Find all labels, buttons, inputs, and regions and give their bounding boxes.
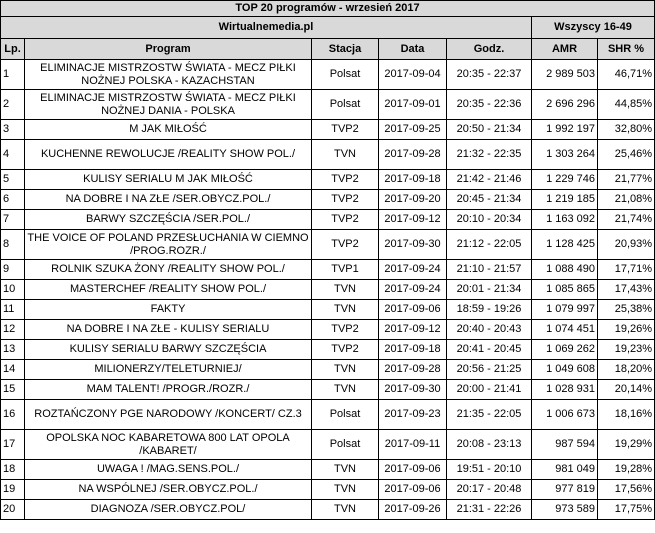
table-row — [1, 340, 655, 360]
row-lp: 1 — [1, 60, 25, 90]
row-stacja: TVN — [312, 380, 379, 400]
row-shr: 19,29% — [598, 430, 655, 460]
row-stacja: Polsat — [312, 430, 379, 460]
source-label: Wirtualnemedia.pl — [1, 17, 532, 39]
row-stacja: TVN — [312, 360, 379, 380]
row-stacja: TVP1 — [312, 260, 379, 280]
row-program: ROZTAŃCZONY PGE NARODOWY /KONCERT/ CZ.3 — [25, 400, 312, 430]
row-amr: 973 589 — [532, 500, 598, 520]
col-header-lp: Lp. — [1, 39, 25, 60]
row-amr: 1 229 746 — [532, 170, 598, 190]
row-stacja: Polsat — [312, 400, 379, 430]
row-data: 2017-09-06 — [379, 300, 447, 320]
row-amr: 1 088 490 — [532, 260, 598, 280]
row-amr: 2 696 296 — [532, 90, 598, 120]
row-amr: 1 069 262 — [532, 340, 598, 360]
row-data: 2017-09-30 — [379, 380, 447, 400]
row-shr: 17,71% — [598, 260, 655, 280]
row-godz: 19:51 - 20:10 — [447, 460, 532, 480]
row-program: ELIMINACJE MISTRZOSTW ŚWIATA - MECZ PIŁKI NOŻNEJ POLSKA - KAZACHSTAN — [25, 60, 312, 90]
row-stacja: TVN — [312, 300, 379, 320]
table-row — [1, 210, 655, 230]
row-godz: 21:31 - 22:26 — [447, 500, 532, 520]
row-program: OPOLSKA NOC KABARETOWA 800 LAT OPOLA /KABARET/ — [25, 430, 312, 460]
table-row — [1, 320, 655, 340]
row-shr: 18,20% — [598, 360, 655, 380]
row-godz: 20:35 - 22:36 — [447, 90, 532, 120]
table-row — [1, 260, 655, 280]
row-program: MASTERCHEF /REALITY SHOW POL./ — [25, 280, 312, 300]
table-row — [1, 360, 655, 380]
row-stacja: TVP2 — [312, 320, 379, 340]
row-lp: 13 — [1, 340, 25, 360]
row-shr: 17,56% — [598, 480, 655, 500]
row-program: UWAGA ! /MAG.SENS.POL./ — [25, 460, 312, 480]
table-row — [1, 300, 655, 320]
row-program: ELIMINACJE MISTRZOSTW ŚWIATA - MECZ PIŁKI NOŻNEJ DANIA - POLSKA — [25, 90, 312, 120]
row-data: 2017-09-23 — [379, 400, 447, 430]
row-amr: 1 219 185 — [532, 190, 598, 210]
row-lp: 5 — [1, 170, 25, 190]
col-header-stacja: Stacja — [312, 39, 379, 60]
row-program: NA DOBRE I NA ZŁE /SER.OBYCZ.POL./ — [25, 190, 312, 210]
row-godz: 20:40 - 20:43 — [447, 320, 532, 340]
row-godz: 20:45 - 21:34 — [447, 190, 532, 210]
row-lp: 14 — [1, 360, 25, 380]
row-stacja: TVP2 — [312, 170, 379, 190]
table-row — [1, 90, 655, 120]
row-lp: 3 — [1, 120, 25, 140]
row-data: 2017-09-26 — [379, 500, 447, 520]
row-amr: 2 989 503 — [532, 60, 598, 90]
row-amr: 1 163 092 — [532, 210, 598, 230]
row-amr: 977 819 — [532, 480, 598, 500]
row-program: BARWY SZCZĘŚCIA /SER.POL./ — [25, 210, 312, 230]
row-godz: 21:12 - 22:05 — [447, 230, 532, 260]
row-stacja: TVN — [312, 500, 379, 520]
table-row — [1, 480, 655, 500]
row-godz: 21:42 - 21:46 — [447, 170, 532, 190]
row-amr: 1 049 608 — [532, 360, 598, 380]
row-shr: 19,28% — [598, 460, 655, 480]
row-lp: 20 — [1, 500, 25, 520]
row-amr: 1 028 931 — [532, 380, 598, 400]
row-godz: 20:08 - 23:13 — [447, 430, 532, 460]
row-lp: 10 — [1, 280, 25, 300]
row-lp: 16 — [1, 400, 25, 430]
table-row — [1, 140, 655, 170]
row-godz: 20:10 - 20:34 — [447, 210, 532, 230]
table-row — [1, 230, 655, 260]
table-row — [1, 120, 655, 140]
table-title: TOP 20 programów - wrzesień 2017 — [1, 1, 655, 17]
row-godz: 21:32 - 22:35 — [447, 140, 532, 170]
row-amr: 981 049 — [532, 460, 598, 480]
row-stacja: TVP2 — [312, 340, 379, 360]
row-lp: 15 — [1, 380, 25, 400]
row-data: 2017-09-20 — [379, 190, 447, 210]
row-lp: 12 — [1, 320, 25, 340]
row-lp: 4 — [1, 140, 25, 170]
row-program: THE VOICE OF POLAND PRZESŁUCHANIA W CIEMNO /PROG.ROZR./ — [25, 230, 312, 260]
row-stacja: TVN — [312, 280, 379, 300]
row-godz: 21:10 - 21:57 — [447, 260, 532, 280]
row-data: 2017-09-06 — [379, 460, 447, 480]
row-stacja: TVP2 — [312, 210, 379, 230]
row-lp: 9 — [1, 260, 25, 280]
row-amr: 1 128 425 — [532, 230, 598, 260]
group-label: Wszyscy 16-49 — [532, 17, 655, 39]
row-godz: 20:50 - 21:34 — [447, 120, 532, 140]
row-shr: 32,80% — [598, 120, 655, 140]
row-stacja: TVP2 — [312, 190, 379, 210]
col-header-shr: SHR % — [598, 39, 655, 60]
row-shr: 25,46% — [598, 140, 655, 170]
table-row — [1, 460, 655, 480]
col-header-amr: AMR — [532, 39, 598, 60]
row-lp: 7 — [1, 210, 25, 230]
row-amr: 1 006 673 — [532, 400, 598, 430]
row-godz: 20:01 - 21:34 — [447, 280, 532, 300]
row-program: ROLNIK SZUKA ŻONY /REALITY SHOW POL./ — [25, 260, 312, 280]
row-program: M JAK MIŁOŚĆ — [25, 120, 312, 140]
row-amr: 1 303 264 — [532, 140, 598, 170]
row-lp: 8 — [1, 230, 25, 260]
row-amr: 1 992 197 — [532, 120, 598, 140]
row-program: NA DOBRE I NA ZŁE - KULISY SERIALU — [25, 320, 312, 340]
row-shr: 19,26% — [598, 320, 655, 340]
table-row — [1, 430, 655, 460]
row-program: KULISY SERIALU M JAK MIŁOŚĆ — [25, 170, 312, 190]
row-shr: 17,43% — [598, 280, 655, 300]
row-data: 2017-09-25 — [379, 120, 447, 140]
row-shr: 18,16% — [598, 400, 655, 430]
row-data: 2017-09-30 — [379, 230, 447, 260]
row-data: 2017-09-01 — [379, 90, 447, 120]
row-program: FAKTY — [25, 300, 312, 320]
row-stacja: TVN — [312, 480, 379, 500]
row-amr: 1 074 451 — [532, 320, 598, 340]
row-stacja: TVN — [312, 460, 379, 480]
row-lp: 2 — [1, 90, 25, 120]
row-stacja: Polsat — [312, 60, 379, 90]
row-godz: 21:35 - 22:05 — [447, 400, 532, 430]
row-program: MILIONERZY/TELETURNIEJ/ — [25, 360, 312, 380]
row-lp: 6 — [1, 190, 25, 210]
col-header-data: Data — [379, 39, 447, 60]
row-stacja: TVN — [312, 140, 379, 170]
table-row — [1, 170, 655, 190]
col-header-godz: Godz. — [447, 39, 532, 60]
row-data: 2017-09-18 — [379, 340, 447, 360]
row-shr: 21,77% — [598, 170, 655, 190]
row-godz: 20:35 - 22:37 — [447, 60, 532, 90]
row-data: 2017-09-28 — [379, 140, 447, 170]
row-data: 2017-09-11 — [379, 430, 447, 460]
row-data: 2017-09-12 — [379, 210, 447, 230]
row-stacja: TVP2 — [312, 230, 379, 260]
row-godz: 20:41 - 20:45 — [447, 340, 532, 360]
row-stacja: TVP2 — [312, 120, 379, 140]
row-data: 2017-09-04 — [379, 60, 447, 90]
row-godz: 20:56 - 21:25 — [447, 360, 532, 380]
row-shr: 21,08% — [598, 190, 655, 210]
table-row — [1, 380, 655, 400]
table-row — [1, 400, 655, 430]
row-data: 2017-09-28 — [379, 360, 447, 380]
table-row — [1, 60, 655, 90]
table-row — [1, 500, 655, 520]
row-program: MAM TALENT! /PROGR./ROZR./ — [25, 380, 312, 400]
row-shr: 44,85% — [598, 90, 655, 120]
row-lp: 18 — [1, 460, 25, 480]
row-godz: 20:17 - 20:48 — [447, 480, 532, 500]
row-program: NA WSPÓLNEJ /SER.OBYCZ.POL./ — [25, 480, 312, 500]
row-shr: 46,71% — [598, 60, 655, 90]
row-amr: 987 594 — [532, 430, 598, 460]
row-data: 2017-09-06 — [379, 480, 447, 500]
row-lp: 17 — [1, 430, 25, 460]
row-godz: 18:59 - 19:26 — [447, 300, 532, 320]
row-program: DIAGNOZA /SER.OBYCZ.POL/ — [25, 500, 312, 520]
row-lp: 19 — [1, 480, 25, 500]
row-program: KUCHENNE REWOLUCJE /REALITY SHOW POL./ — [25, 140, 312, 170]
row-program: KULISY SERIALU BARWY SZCZĘŚCIA — [25, 340, 312, 360]
row-shr: 20,93% — [598, 230, 655, 260]
row-stacja: Polsat — [312, 90, 379, 120]
row-shr: 17,75% — [598, 500, 655, 520]
row-shr: 21,74% — [598, 210, 655, 230]
row-lp: 11 — [1, 300, 25, 320]
row-data: 2017-09-18 — [379, 170, 447, 190]
row-data: 2017-09-12 — [379, 320, 447, 340]
row-shr: 19,23% — [598, 340, 655, 360]
row-shr: 25,38% — [598, 300, 655, 320]
row-godz: 20:00 - 21:41 — [447, 380, 532, 400]
row-shr: 20,14% — [598, 380, 655, 400]
row-amr: 1 085 865 — [532, 280, 598, 300]
row-amr: 1 079 997 — [532, 300, 598, 320]
col-header-program: Program — [25, 39, 312, 60]
table-row — [1, 190, 655, 210]
row-data: 2017-09-24 — [379, 280, 447, 300]
table-row — [1, 280, 655, 300]
row-data: 2017-09-24 — [379, 260, 447, 280]
